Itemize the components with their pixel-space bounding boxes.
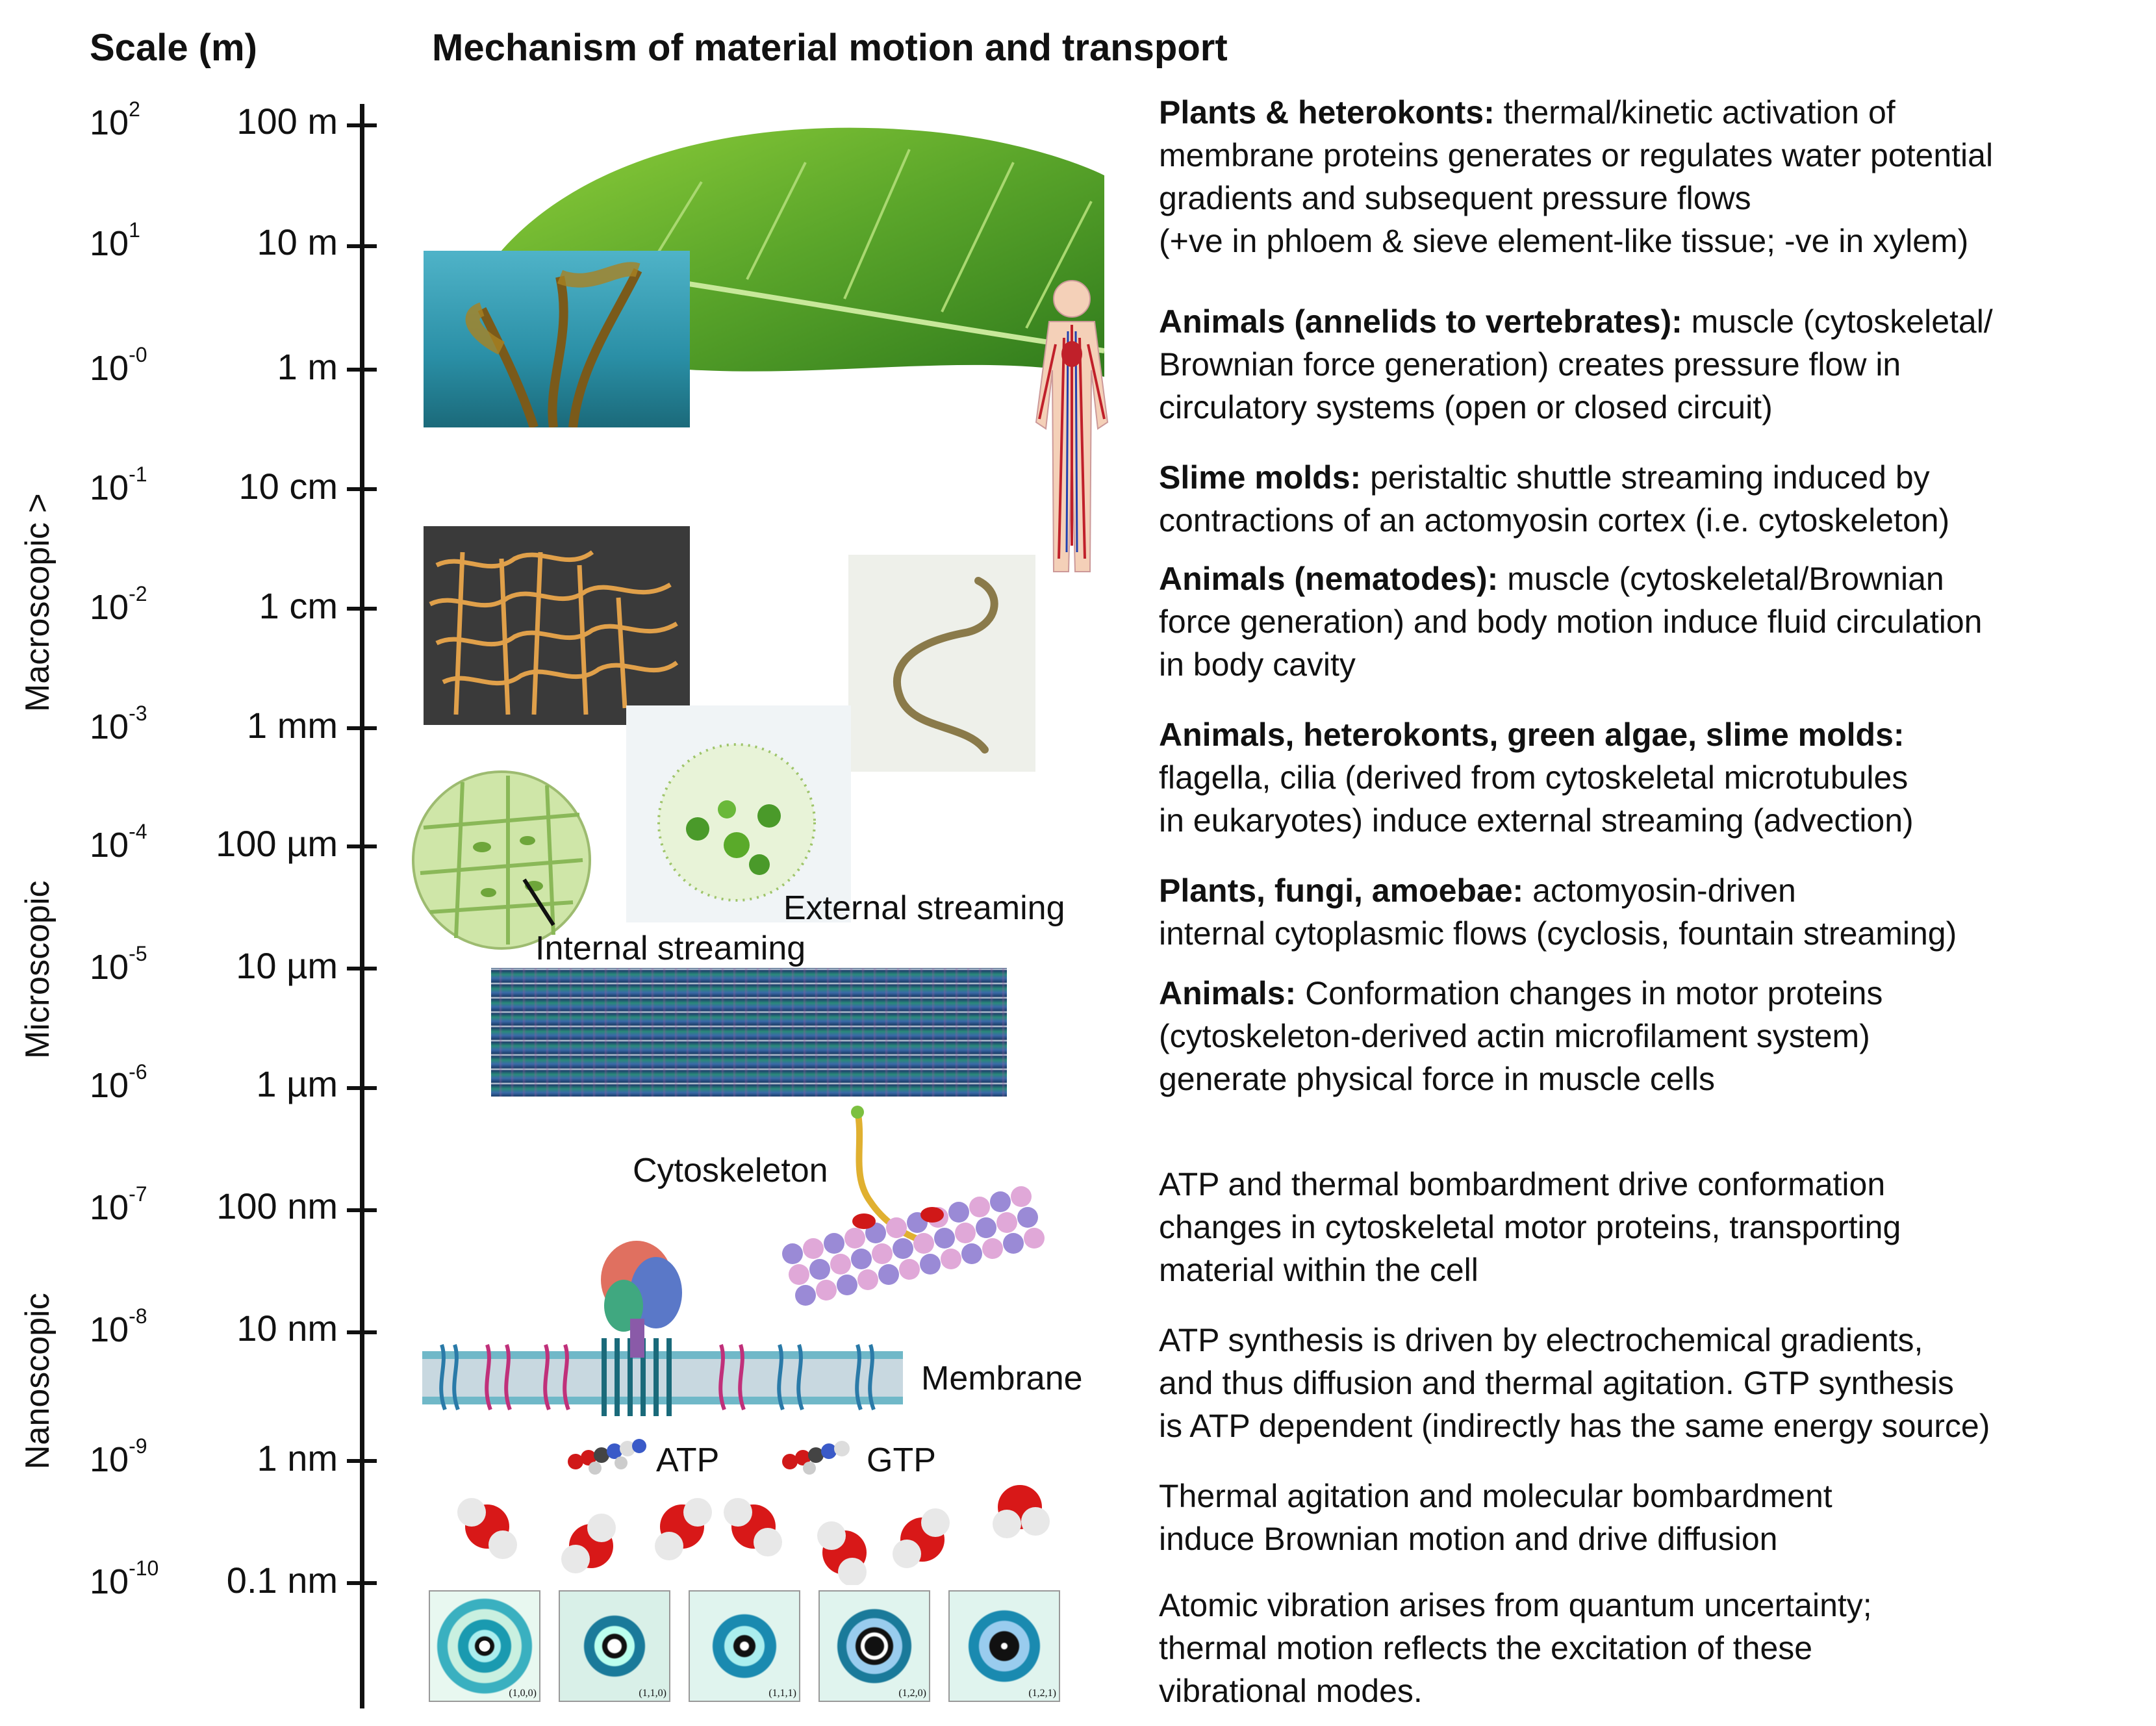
scale-unit: 0.1 nm — [226, 1560, 338, 1601]
water-molecule — [817, 1521, 867, 1585]
description-atomic-vibration: Atomic vibration arises from quantum uncertainty; thermal motion reflects the excitation of these vibrational modes. — [1159, 1587, 1872, 1709]
axis-tick — [347, 1330, 377, 1334]
scale-title: Scale (m) — [90, 27, 257, 69]
axis-tick — [347, 1581, 377, 1585]
axis-tick — [347, 123, 377, 127]
description-animals-nematodes: Animals (nematodes): muscle (cytoskeletal/Brownian force generation) and body motion induce fluid circulation in body cavity — [1159, 561, 1983, 683]
vibrational-modes — [429, 1590, 1065, 1701]
description-animals-motor-proteins: Animals: Conformation changes in motor proteins (cytoskeleton-derived actin microfilament system) generate physical force in muscle cells — [1159, 975, 1883, 1097]
scale-unit: 100 nm — [216, 1186, 338, 1226]
scale-exponent: $10^{-9}$ — [90, 1434, 147, 1479]
description-animals-annelids: Animals (annelids to vertebrates): muscle (cytoskeletal/ Brownian force generation) creates pressure flow in circulatory systems (open or closed circuit) — [1159, 303, 1993, 425]
scale-exponent: $10^2$ — [90, 97, 140, 142]
scale-unit: 1 m — [277, 346, 338, 387]
water-molecule — [457, 1498, 517, 1559]
scale-unit: 10 m — [257, 222, 338, 262]
caption-internal-streaming: Internal streaming — [535, 930, 806, 967]
axis-tick — [347, 244, 377, 248]
caption-membrane: Membrane — [921, 1360, 1083, 1397]
scale-unit: 1 mm — [247, 705, 338, 746]
water-molecule — [655, 1498, 712, 1560]
description-plants-heterokonts: Plants & heterokonts: thermal/kinetic activation of membrane proteins generates or regulates water potential gradients and subsequent pressure flows (+ve in phloem & sieve element-like tissue; -ve in xylem) — [1159, 94, 1994, 259]
scale-axis — [360, 104, 364, 1708]
description-slime-molds: Slime molds: peristaltic shuttle streaming induced by contractions of an actomyosin cortex (i.e. cytoskeleton) — [1159, 459, 1950, 539]
region-macroscopic: Macroscopic > — [19, 493, 57, 712]
axis-tick — [347, 726, 377, 730]
mode-image: (1,1,1) — [689, 1590, 800, 1702]
caption-gtp: GTP — [867, 1441, 936, 1479]
axis-tick — [347, 844, 377, 848]
mode-image: (1,2,1) — [948, 1590, 1060, 1702]
nematode-photo — [848, 555, 1035, 772]
scale-exponent: $10^{-6}$ — [90, 1060, 147, 1105]
plant-cells-photo — [411, 769, 592, 951]
scale-exponent: $10^{-8}$ — [90, 1304, 147, 1349]
description-brownian-motion: Thermal agitation and molecular bombardment induce Brownian motion and drive diffusion — [1159, 1478, 1833, 1557]
mode-image: (1,2,0) — [818, 1590, 930, 1702]
membrane-illustration — [416, 1234, 916, 1429]
scale-unit: 100 µm — [216, 823, 338, 864]
water-molecules-illustration — [448, 1481, 1072, 1585]
scale-unit: 10 nm — [236, 1308, 338, 1349]
description-atp-synthesis: ATP synthesis is driven by electrochemical gradients, and thus diffusion and thermal agitation. GTP synthesis is ATP dependent (indirectly has the same energy source) — [1159, 1322, 1990, 1444]
slime-mold-photo — [424, 526, 690, 725]
scale-exponent: $10^{-10}$ — [90, 1556, 159, 1601]
water-molecule — [993, 1485, 1050, 1538]
mode-image: (1,1,0) — [559, 1590, 670, 1702]
water-molecule — [724, 1498, 782, 1556]
scale-unit: 1 cm — [259, 585, 338, 626]
gtp-molecule — [777, 1429, 861, 1481]
scale-exponent: $10^{-7}$ — [90, 1182, 147, 1227]
caption-cytoskeleton: Cytoskeleton — [633, 1152, 828, 1189]
scale-unit: 1 nm — [257, 1438, 338, 1479]
axis-tick — [347, 1459, 377, 1463]
region-microscopic: Microscopic — [19, 880, 57, 1059]
scale-unit: 1 µm — [256, 1063, 338, 1104]
axis-tick — [347, 607, 377, 611]
scale-exponent: $10^{-4}$ — [90, 820, 147, 865]
scale-unit: 10 µm — [236, 945, 338, 986]
kelp-photo — [424, 251, 690, 427]
scale-exponent: $10^{-0}$ — [90, 343, 147, 388]
scale-exponent: $10^{-5}$ — [90, 942, 147, 987]
scale-unit: 10 cm — [238, 466, 338, 507]
water-molecule — [893, 1508, 950, 1568]
water-molecule — [561, 1514, 616, 1573]
atp-molecule — [563, 1429, 653, 1481]
axis-tick — [347, 967, 377, 971]
scale-exponent: $10^{-3}$ — [90, 702, 147, 746]
caption-external-streaming: External streaming — [783, 889, 1065, 927]
scale-exponent: $10^{-1}$ — [90, 463, 147, 507]
caption-atp: ATP — [656, 1441, 720, 1479]
description-atp-motor-proteins: ATP and thermal bombardment drive conformation changes in cytoskeletal motor proteins, transporting material within the cell — [1159, 1166, 1901, 1288]
axis-tick — [347, 368, 377, 372]
main-title: Mechanism of material motion and transport — [432, 27, 1228, 69]
region-nanoscopic: Nanoscopic — [19, 1293, 57, 1469]
description-plants-fungi-amoebae: Plants, fungi, amoebae: actomyosin-driven internal cytoplasmic flows (cyclosis, fountain streaming) — [1159, 872, 1957, 952]
mode-image: (1,0,0) — [429, 1590, 540, 1702]
human-circulatory-illustration — [994, 273, 1150, 585]
axis-tick — [347, 487, 377, 491]
scale-unit: 100 m — [236, 101, 338, 142]
axis-tick — [347, 1208, 377, 1212]
scale-exponent: $10^{-2}$ — [90, 582, 147, 627]
description-flagella-cilia: Animals, heterokonts, green algae, slime molds: flagella, cilia (derived from cytoskeletal microtubules in eukaryotes) induce external streaming (advection) — [1159, 717, 1914, 839]
axis-tick — [347, 1086, 377, 1090]
scale-exponent: $10^1$ — [90, 218, 140, 263]
muscle-fiber-image — [491, 968, 1007, 1097]
